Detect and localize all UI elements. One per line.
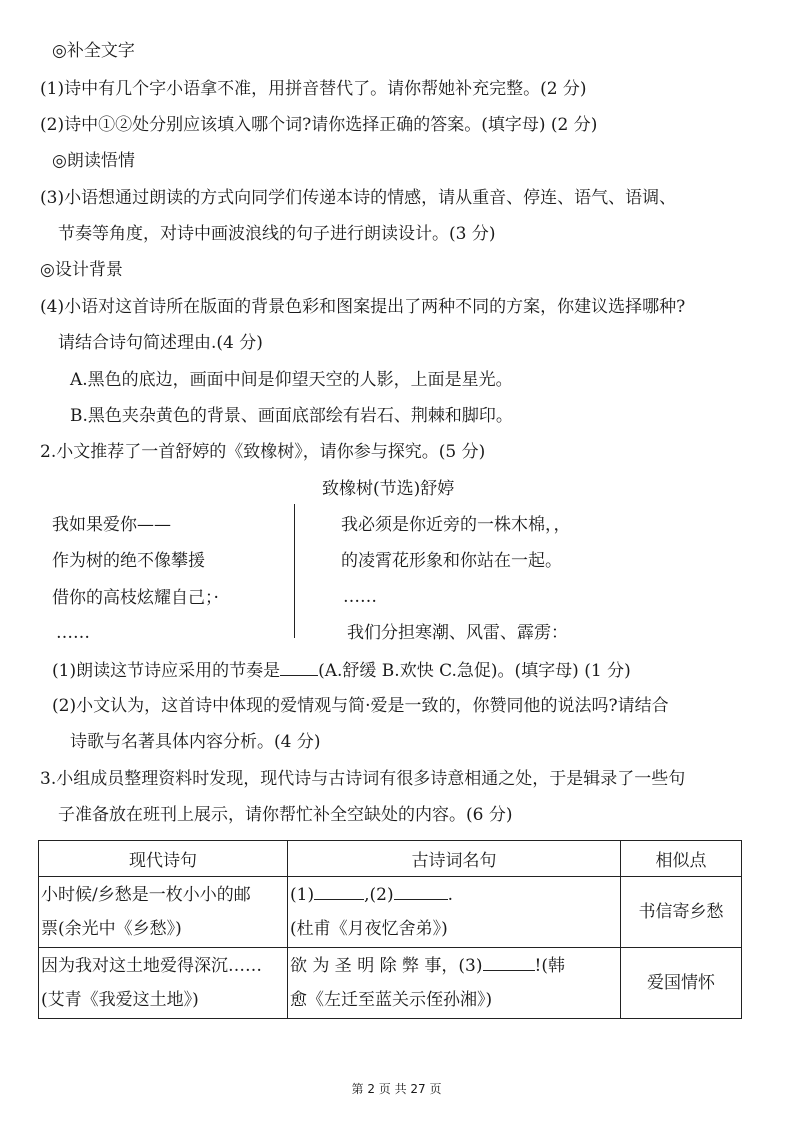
section-design-title: ◎设计背景 <box>40 260 123 280</box>
poem-title: 致橡树(节选)舒婷 <box>322 479 455 499</box>
option-b: B.黑色夹杂黄色的背景、画面底部绘有岩石、荆棘和脚印。 <box>70 406 513 426</box>
modern-text: 因为我对这土地爱得深沉…… <box>41 956 262 976</box>
part3-line1: 3.小组成员整理资料时发现，现代诗与古诗词有很多诗意相通之处，于是辑录了一些句 <box>40 769 686 789</box>
part2-question-1 <box>52 659 631 682</box>
modern-cell <box>39 877 288 948</box>
table-header-row <box>39 841 742 877</box>
question-text: (A.舒缓 B.欢快 C.急促)。(填字母) (1 分) <box>318 661 631 681</box>
similar-cell: 书信寄乡愁 <box>621 877 742 948</box>
header-ancient: 古诗词名句 <box>288 841 621 877</box>
poem-right-line: 我必须是你近旁的一株木棉，， <box>341 515 571 535</box>
question-3-line2: 节奏等角度，对诗中画波浪线的句子进行朗读设计。(3 分) <box>58 224 496 244</box>
ancient-source: 愈《左迁至蓝关示侄孙湘》) <box>290 990 493 1010</box>
similar-cell: 爱国情怀 <box>621 948 742 1019</box>
answer-blank[interactable] <box>314 883 364 900</box>
answer-blank[interactable] <box>483 954 535 971</box>
modern-source: (艾青《我爱这土地》) <box>41 990 199 1010</box>
poem-divider <box>294 504 295 638</box>
ancient-text: !(韩 <box>534 956 565 976</box>
answer-blank[interactable] <box>394 883 448 900</box>
part3-line2: 子准备放在班刊上展示，请你帮忙补全空缺处的内容。(6 分) <box>58 805 513 825</box>
ancient-source: (杜甫《月夜忆舍弟》) <box>290 919 448 939</box>
poem-left-line: 我如果爱你—— <box>52 515 171 535</box>
poem-left-line: 借你的高枝炫耀自己；· <box>52 588 219 608</box>
poem-left-line: 作为树的绝不像攀援 <box>52 551 205 571</box>
part2-question-2-line2: 诗歌与名著具体内容分析。(4 分) <box>70 732 321 752</box>
modern-text: 小时候/乡愁是一枚小小的邮 <box>41 885 251 905</box>
header-similar: 相似点 <box>621 841 742 877</box>
modern-cell <box>39 948 288 1019</box>
poem-right-line: 的凌霄花形象和你站在一起。 <box>341 551 562 571</box>
section-fill-text-title: ◎补全文字 <box>52 41 135 61</box>
option-a: A.黑色的底边，画面中间是仰望天空的人影，上面是星光。 <box>70 370 513 390</box>
punctuation: . <box>447 885 453 905</box>
section-read-title: ◎朗读悟情 <box>52 151 135 171</box>
question-4-line1: (4)小语对这首诗所在版面的背景色彩和图案提出了两种不同的方案，你建议选择哪种? <box>40 297 686 317</box>
blank-number: ,(2) <box>364 885 394 905</box>
table-row <box>39 877 742 948</box>
ancient-cell <box>288 877 621 948</box>
answer-blank[interactable] <box>280 659 318 676</box>
table-row <box>39 948 742 1019</box>
modern-source: 票(余光中《乡愁》) <box>41 919 182 939</box>
page-footer: 第 2 页 共 27 页 <box>351 1082 442 1096</box>
blank-number: (1) <box>290 885 315 905</box>
question-4-line2: 请结合诗句简述理由.(4 分) <box>58 333 263 353</box>
poem-right-line: 我们分担寒潮、风雷、霹雳： <box>347 623 568 643</box>
ancient-fill-line <box>290 949 618 983</box>
part2-heading: 2.小文推荐了一首舒婷的《致橡树》，请你参与探究。(5 分) <box>40 442 486 462</box>
question-3-line1: (3)小语想通过朗读的方式向同学们传递本诗的情感，请从重音、停连、语气、语调、 <box>40 188 677 208</box>
ancient-text: 欲 为 圣 明 除 弊 事，(3) <box>290 956 483 976</box>
ancient-fill-line <box>290 878 618 912</box>
question-2: (2)诗中①②处分别应该填入哪个词?请你选择正确的答案。(填字母) (2 分) <box>40 115 598 135</box>
header-modern: 现代诗句 <box>39 841 288 877</box>
question-1: (1)诗中有几个字小语拿不准，用拼音替代了。请你帮她补充完整。(2 分) <box>40 79 587 99</box>
poem-left-line: …… <box>56 623 90 643</box>
part2-question-2-line1: (2)小文认为，这首诗中体现的爱情观与简·爱是一致的，你赞同他的说法吗?请结合 <box>52 696 669 716</box>
question-text: (1)朗读这节诗应采用的节奏是 <box>52 661 281 681</box>
poem-right-line: …… <box>343 587 377 607</box>
poetry-table <box>38 840 742 1019</box>
ancient-cell <box>288 948 621 1019</box>
